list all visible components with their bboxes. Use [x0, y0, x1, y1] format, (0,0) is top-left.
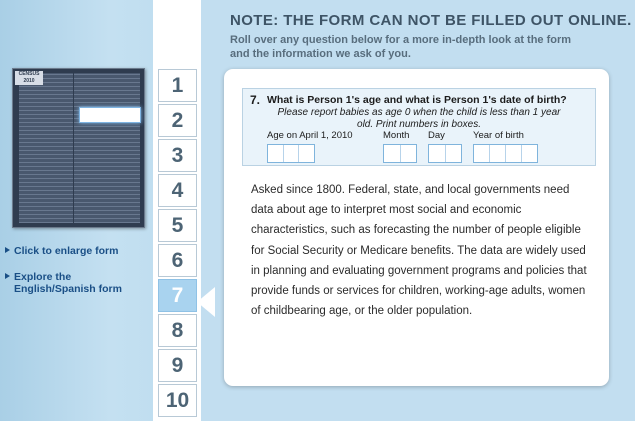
day-field-label: Day — [428, 130, 445, 141]
enlarge-form-link[interactable] — [5, 245, 118, 257]
triangle-right-icon — [5, 273, 10, 279]
question-3-button[interactable]: 3 — [158, 139, 197, 172]
census-logo: CENSUS 2010 — [15, 71, 43, 85]
thumbnail-highlight — [79, 107, 141, 123]
day-boxes — [428, 144, 462, 163]
form-thumbnail[interactable] — [12, 68, 145, 228]
question-detail-card — [224, 69, 609, 386]
month-field-label: Month — [383, 130, 410, 141]
form-thumbnail-page — [19, 73, 140, 223]
callout-pointer — [197, 287, 215, 317]
enlarge-form-label: Click to enlarge form — [14, 245, 119, 257]
explore-form-label: Explore the English/Spanish form — [14, 271, 122, 295]
question-6-button[interactable]: 6 — [158, 244, 197, 277]
age-field-label: Age on April 1, 2010 — [267, 130, 353, 141]
question-10-button[interactable]: 10 — [158, 384, 197, 417]
explore-form-link[interactable] — [5, 271, 124, 295]
year-boxes — [473, 144, 538, 163]
question-5-button[interactable]: 5 — [158, 209, 197, 242]
month-boxes — [383, 144, 417, 163]
triangle-right-icon — [5, 247, 10, 253]
question-4-button[interactable]: 4 — [158, 174, 197, 207]
note-heading: NOTE: THE FORM CAN NOT BE FILLED OUT ONLINE. — [230, 12, 632, 29]
form-question-title: What is Person 1's age and what is Person 1's date of birth? — [267, 94, 567, 106]
right-panel — [201, 0, 635, 421]
question-8-button[interactable]: 8 — [158, 314, 197, 347]
age-boxes — [267, 144, 315, 163]
question-description: Asked since 1800. Federal, state, and local governments need data about age to interpret most social and economic characteristics, such as forecasting the number of people eligible for Social Security or Medicare benefits. The data are widely used in planning and evaluating government programs and policies that provide funds or services for children, working-age adults, women of childbearing age, or the older population. — [251, 184, 587, 318]
form-question-number: 7. — [250, 93, 261, 107]
question-1-button[interactable]: 1 — [158, 69, 197, 102]
year-field-label: Year of birth — [473, 130, 524, 141]
question-9-button[interactable]: 9 — [158, 349, 197, 382]
question-2-button[interactable]: 2 — [158, 104, 197, 137]
note-subtitle: Roll over any question below for a more in-depth look at the form and the information we ask of you. — [230, 34, 572, 60]
form-question-excerpt — [242, 88, 596, 166]
question-7-button[interactable]: 7 — [158, 279, 197, 312]
question-number-column — [153, 0, 203, 421]
form-question-instruction: Please report babies as age 0 when the child is less than 1 year old. Print numbers in boxes. — [277, 107, 561, 130]
